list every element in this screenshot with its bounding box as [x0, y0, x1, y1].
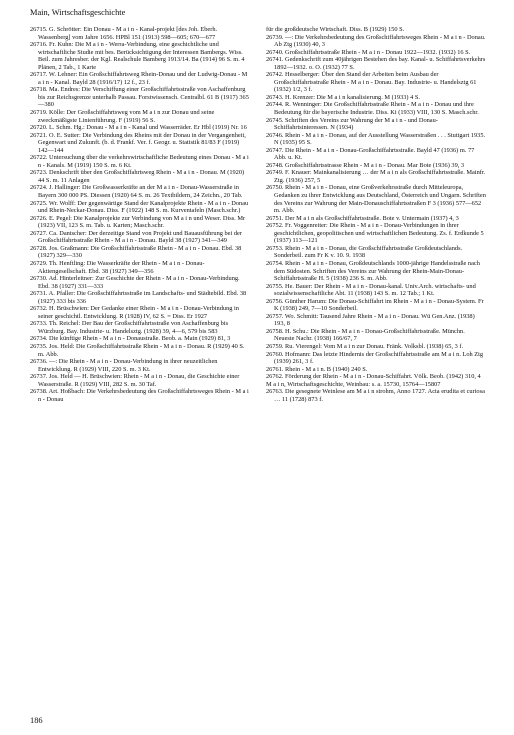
bibliography-entry: 26724. J. Hallinger: Die Großwasserkräfte an der M a i n - Donau-Wasserstraße in Bayern 300 000 PS. Diessen (1920) 64 S. m. 26 Textbildern, 24 Zeichn., 20 Tab.: [30, 184, 243, 200]
bibliography-entry: 26742. Hesselberger: Über den Stand der Arbeiten beim Ausbau der Großschiffahrtsstraße Rhein - M a i n - Donau. Bay. Industrie- u. Handelsztg 61 (1932) 1/2, 3 f.: [266, 71, 477, 94]
bibliography-entry: 26753. Rhein - M a i n - Donau, die Großschiffahrtsstraße Großdeutschlands. Sonderbeil. zum Fr K v. 10. 9. 1938: [266, 244, 463, 260]
page-number: 186: [30, 716, 43, 725]
bibliography-entry: 26762. Förderung der Rhein - M a i n - Donau-Schiffahrt. Völk. Beob. (1942) 310, 4: [266, 373, 481, 381]
bibliography-entry: für die großdeutsche Wirtschaft. Diss. B (1929) 150 S.: [266, 26, 405, 33]
bibliography-entry: 26734. Die künftige Rhein - M a i n - Donaustraße. Beob. a. Main (1929) 81, 3: [30, 335, 231, 343]
bibliography-entry: 26721. O. E. Sutter: Die Verbindung des Rheins mit der Donau in der Vergangenheit, Gegenwart und Zukunft. (b. d. Frankf. Ver. f. Geogr. u. Statistik 81/83 F (1919) 142—144: [30, 131, 246, 154]
bibliography-entry: 26738. Art. Hoßbach: Die Verkehrsbedeutung des Großschiffahrtsweges Rhein - M a i n - Donau: [30, 388, 249, 403]
bibliography-entry: 26720. L. Schm. Hg.: Donau - M a i n - Kanal und Wasserräder. Er Hbl (1919) Nr. 16: [30, 124, 247, 132]
bibliography-entry: 26756. Günther Harum: Die Donau-Schiffahrt im Rhein - M a i n - Donau-System. Fr K (1938) 249, 7—10 Sonderbeil.: [266, 297, 484, 313]
bibliography-entry: 26729. Th. Henftling: Die Wasserkräfte der Rhein - M a i n - Donau-Aktiengesellschaft. Ebd. 38 (1927) 349—356: [30, 259, 205, 275]
bibliography-entry: 26716. Fr. Kuhn: Die M a i n - Werra-Verbindung, eine geschichtliche und wirtschaftliche Studie mit bes. Berücksichtigung der Interessen Bambergs. Wiss. Beil. zum Jahresber. der Kgl. Realschule Bamberg 1913/14. Ba (1914) 96 S. m. 4 Plänen, 2 Tab., 1 Karte: [30, 41, 245, 71]
bibliography-entry: 26730. Ad. Hinterleitner: Zur Geschichte der Rhein - M a i n - Donau-Verbindung. Ebd. 38 (1927) 331—333: [30, 275, 240, 290]
bibliography-entry: 26745. Schriften des Vereins zur Wahrung der M a i n - und Donau-Schiffahrtsinteressen. N (1934): [266, 116, 438, 132]
bibliography-entry: 26739. —: Die Verkehrsbedeutung des Großschiffahrtsweges Rhein - M a i n - Donau. Ab Ztg (1930) 40, 3: [266, 33, 486, 49]
bibliography-entry: 26731. A. Pfaller: Die Großschiffahrtsstraße im Landschafts- und Städtebild. Ebd. 38 (1927) 333 bis 336: [30, 290, 247, 305]
bibliography-entry: 26743. H. Krenzer: Die M a i n kanalisierung. M (1933) 4 S.: [266, 93, 420, 101]
bibliography-entry: 26763. Die gesegnete Weinlese am M a i n strohm, Anno 1727. Acta erudita et curiosa … 11 (1728) 873 f.: [266, 388, 485, 403]
bibliography-entry: 26722. Untersuchung über die verkehrswirtschaftliche Bedeutung eines Donau - M a i n - Kanals. M (1919) 150 S. m. 6 Kt.: [30, 154, 249, 169]
bibliography-entry: 26741. Gedenkschrift zum 40jährigen Bestehen des bay. Kanal- u. Schiffahrtsverkehrs 1892—1932. o. O. (1932) 77 S.: [266, 56, 486, 71]
bibliography-entry: 26757. Wo. Schmitt: Tausend Jahre Rhein - M a i n - Donau. Wü Gen.Anz. (1938) 193, 8: [266, 312, 475, 328]
bibliography-entry: 26758. H. Schu.: Die Rhein - M a i n - Donau-Großschiffahrtsstraße. Münchn. Neueste Nachr. (1938) 166/67, 7: [266, 327, 465, 343]
bibliography-entry: 26718. Ma. Endres: Die Verschiffung einer Großschiffahrtsstraße von Aschaffenburg bis zur Reichsgrenze unterhalb Passau. Forstwissensch. Centralbl. 61 B (1917) 365—380: [30, 86, 249, 109]
bibliography-entry: M a i n, Wirtschaftsgeschichte, Weinbau: s. a. 15730, 15764—15807: [266, 380, 441, 388]
bibliography-entry: 26759. Ru. Vierengel: Vom M a i n zur Donau. Fränk. Volksbl. (1938) 65, 3 f.: [266, 342, 464, 350]
left-column: [30, 26, 250, 403]
bibliography-entry: 26737. Jos. Held — H. Brüschwien: Rhein - M a i n - Donau, die Geschichte einer Wasserstraße. R (1929) VIII, 282 S. m. 30 Taf.: [30, 373, 240, 388]
bibliography-entry: 26760. Hofmann: Das letzte Hindernis der Großschiffahrtsstraße am M a i n. Loh Ztg (1939) 261, 3 f.: [266, 350, 484, 366]
bibliography-entry: 26761. Rhein - M a i n. B (1940) 240 S.: [266, 365, 368, 373]
bibliography-entry: 26752. Fr. Voggenreiter: Die Rhein - M a i n - Donau-Verbindungen in ihrer geschichtlichen, geopolitischen und wirtschaftlichen Bedeutung. Zs. f. Erdkunde 5 (1937) 113—121: [266, 222, 484, 245]
bibliography-entry: 26751. Der M a i n als Großschiffahrtsstraße. Bote v. Untermain (1937) 4, 3: [266, 214, 459, 222]
bibliography-entry: 26748. Großschiffahrtsstrasse Rhein - M a i n - Donau. Mar Bote (1936) 39, 3: [266, 161, 465, 169]
bibliography-entry: 26715. G. Schrötter: Ein Donau - M a i n - Kanal-projekt [des Joh. Eberh. Wassenberg] vom Jahre 1656. HPBl 151 (1913) 598—605; 670—677: [30, 26, 218, 41]
bibliography-entry: 26755. He. Bauer: Der Rhein - M a i n - Donau-kanal. Univ.Arch. wirtschafts- und sozialwissenschaftliche Abt. 11 (1938) 143 S. m. 12 Tab.; 1 Kt.: [266, 282, 476, 298]
bibliography-entry: 26747. Die Rhein - M a i n - Donau-Großschiffahrtsstraße. Bayld 47 (1936) m. 77 Abb. u. Kt.: [266, 146, 475, 162]
bibliography-entry: 26749. F. Knauer: Mainkanalisierung … der M a i n als Großschiffahrtsstraße. Mainfr. Ztg. (1936) 257, 5: [266, 169, 486, 184]
bibliography-entry: 26732. H. Brüschwien: Der Gedanke einer Rhein - M a i n - Donau-Verbindung in seiner geschichtl. Entwicklung. R (1928) IV, 62 S. = Diss. Er 1927: [30, 305, 239, 320]
bibliography-entry: 26754. Rhein - M a i n - Donau, Großdeutschlands 1000-jährige Handelsstraße nach dem Südosten. Schriften des Vereins zur Wahrung der Rhein-Main-Donau-Schiffahrtsstraße H. 5 (1938) 236 S. m. Abb.: [266, 259, 480, 283]
bibliography-entry: 26733. Th. Reichel: Der Bau der Großschiffahrtsstraße von Aschaffenburg bis Würzburg. Bay. Industrie- u. Handelsztg. (1928) 39, 4—6, 579 bis 583: [30, 320, 229, 335]
bibliography-entry: 26750. Rhein - M a i n - Donau, eine Großverkehrsstraße durch Mitteleuropa, Gedanken zu ihrer Entwicklung aus Deutschland, Österreich und Ungarn. Schriften des Vereins zur Wahrung der Main-Donauschiffahrtsstraßen F 3 (1936) 577—652 m. Abb.: [266, 184, 486, 215]
bibliography-entry: 26719. Kölle: Der Großschiffahrtsweg vom M a i n zur Donau und seine zweckmäßigste Linienführung. F (1919) 56 S.: [30, 109, 215, 124]
bibliography-entry: 26717. W. Lehner: Ein Großschiffahrtsweg Rhein-Donau und der Ludwig-Donau - M a i n - Kanal. Bayld 28 (1916/17) 12 f., 23 f.: [30, 71, 248, 86]
running-header: Main, Wirtschaftsgeschichte: [30, 8, 126, 17]
bibliography-entry: 26746. Rhein - M a i n - Donau, auf der Ausstellung Wasserstraßen . . . Stuttgart 1935. N (1935) 95 S.: [266, 131, 486, 147]
bibliography-entry: 26740. Großschiffahrtsstraße Rhein - M a i n - Donau 1922—1932. (1932) 16 S.: [266, 48, 471, 56]
bibliography-entry: 26725. Wr. Wolff: Der gegenwärtige Stand der Kanalprojekte Rhein - M a i n - Donau und Rhein-Neckar-Donau. Diss. F (1922) 148 S. m. Kurventafeln (Masch.schr.): [30, 199, 249, 215]
bibliography-entry: 26744. R. Wenninger: Die Großschiffahrtsstraße Rhein - M a i n - Donau und ihre Bedeutung für die bayerische Industrie. Diss. Ki (1933) VIII, 130 S. Masch.schr.: [266, 101, 479, 117]
bibliography-entry: 26736. —: Die Rhein - M a i n - Donau-Verbindung in ihrer neuzeitlichen Entwicklung. R (1929) VIII, 220 S. m. 3 Kt.: [30, 358, 218, 373]
right-column: [266, 26, 486, 403]
bibliography-entry: 26726. E. Pegel: Die Kanalprojekte zur Verbindung von M a i n und Weser. Diss. Mr (1923) VII, 123 S. m. Tab. u. Karten; Masch.schr.: [30, 214, 246, 230]
bibliography-entry: 26728. Jos. Graßmann: Die Großschiffahrtsstraße Rhein - M a i n - Donau. Ebd. 38 (1927) 329—330: [30, 244, 242, 260]
bibliography-entry: 26723. Denkschrift über den Großschiffahrtsweg Rhein - M a i n - Donau. M (1920) 44 S. m. 11 Anlagen: [30, 169, 245, 184]
bibliography-entry: 26727. Ca. Dantscher: Der derzeitige Stand von Projekt und Bauausführung bei der Großschiffahrtsstraße Rhein - M a i n - Donau. Bayld 38 (1927) 341—349: [30, 229, 242, 245]
bibliography-entry: 26735. Jos. Held: Die Großschiffahrtsstraße Rhein - M a i n - Donau. R (1929) 40 S. m. Abb.: [30, 342, 245, 358]
